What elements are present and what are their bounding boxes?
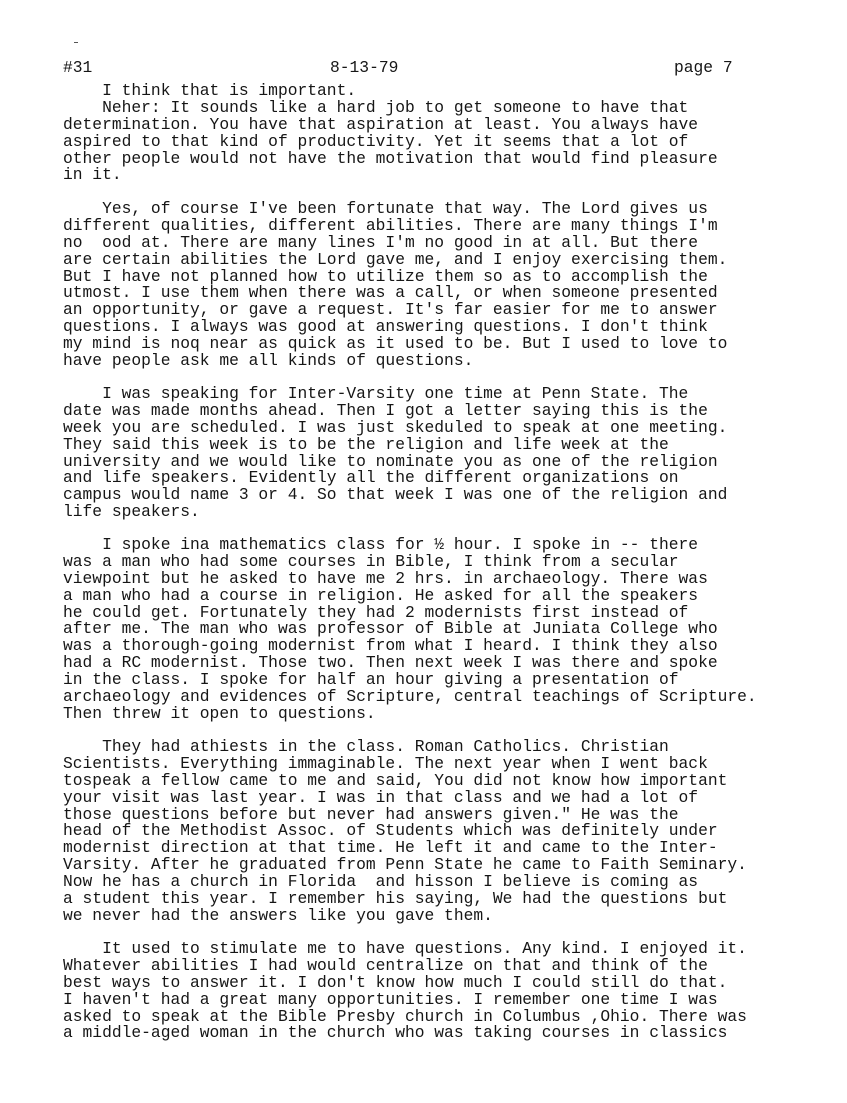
text-line: tospeak a fellow came to me and said, You did not know how important (63, 770, 728, 790)
paragraph-1 (63, 83, 823, 184)
text-line: was a man who had some courses in Bible, I think from a secular (63, 551, 679, 571)
text-line: It used to stimulate me to have questions. Any kind. I enjoyed it. (63, 939, 747, 958)
text-line: and life speakers. Evidently all the different organizations on (63, 468, 679, 488)
text-line: But I have not planned how to utilize them so as to accomplish the (63, 266, 708, 286)
text-line: campus would name 3 or 4. So that week I was one of the religion and (63, 485, 728, 505)
text-line: Yes, of course I've been fortunate that way. The Lord gives us (63, 199, 708, 218)
paragraph-3 (63, 386, 823, 521)
paragraph-5 (63, 739, 823, 925)
text-line: a middle-aged woman in the church who was taking courses in classics (63, 1023, 728, 1043)
transcript-date: 8-13-79 (330, 58, 399, 77)
text-line: utmost. I use them when there was a call, or when someone presented (63, 283, 718, 303)
text-line: modernist direction at that time. He left it and came to the Inter- (63, 838, 718, 858)
text-line: They had athiests in the class. Roman Catholics. Christian (63, 737, 669, 756)
paragraph-2 (63, 201, 823, 370)
text-line: no ood at. There are many lines I'm no good in at all. But there (63, 232, 699, 252)
text-line: They said this week is to be the religion and life week at the (63, 434, 669, 454)
text-line: my mind is noq near as quick as it used to be. But I used to love to (63, 334, 728, 354)
text-line: university and we would like to nominate you as one of the religion (63, 451, 718, 471)
text-line: questions. I always was good at answering questions. I don't think (63, 317, 708, 337)
text-line: Whatever abilities I had would centralize on that and think of the (63, 955, 708, 975)
text-line: have people ask me all kinds of questions. (63, 351, 474, 371)
text-line: date was made months ahead. Then I got a letter saying this is the (63, 400, 708, 420)
text-line: other people would not have the motivation that would find pleasure (63, 148, 718, 168)
text-line: Varsity. After he graduated from Penn State he came to Faith Seminary. (63, 855, 747, 875)
text-line: an opportunity, or gave a request. It's far easier for me to answer (63, 300, 718, 320)
text-line: had a RC modernist. Those two. Then next week I was there and spoke (63, 653, 718, 673)
text-line: in the class. I spoke for half an hour giving a presentation of (63, 670, 679, 690)
stray-pen-mark (74, 42, 78, 43)
transcript-number: #31 (63, 58, 93, 77)
text-line: Scientists. Everything immaginable. The next year when I went back (63, 753, 708, 773)
text-line: asked to speak at the Bible Presby church in Columbus ,Ohio. There was (63, 1006, 747, 1026)
text-line: after me. The man who was professor of Bible at Juniata College who (63, 619, 718, 639)
text-line: archaeology and evidences of Scripture, central teachings of Scripture. (63, 687, 757, 707)
text-line: determination. You have that aspiration at least. You always have (63, 114, 699, 134)
text-line: a student this year. I remember his saying, We had the questions but (63, 889, 728, 909)
paragraph-4 (63, 537, 823, 723)
paragraph-6 (63, 941, 823, 1042)
text-line: different qualities, different abilities. There are many things I'm (63, 215, 718, 235)
text-line: aspired to that kind of productivity. Yet it seems that a lot of (63, 131, 689, 151)
text-line: I haven't had a great many opportunities. I remember one time I was (63, 989, 718, 1009)
text-line: your visit was last year. I was in that class and we had a lot of (63, 787, 699, 807)
text-line: week you are scheduled. I was just skeduled to speak at one meeting. (63, 417, 728, 437)
text-line: Then threw it open to questions. (63, 703, 376, 723)
text-line: those questions before but never had answers given." He was the (63, 804, 679, 824)
text-line: Neher: It sounds like a hard job to get someone to have that (63, 97, 689, 117)
text-line: I spoke ina mathematics class for ½ hour. I spoke in -- there (63, 535, 699, 554)
text-line: was a thorough-going modernist from what I heard. I think they also (63, 636, 718, 656)
text-line: head of the Methodist Assoc. of Students which was definitely under (63, 821, 718, 841)
text-line: life speakers. (63, 502, 200, 522)
text-line: viewpoint but he asked to have me 2 hrs. in archaeology. There was (63, 568, 708, 588)
text-line: he could get. Fortunately they had 2 modernists first instead of (63, 602, 689, 622)
text-line: in it. (63, 165, 122, 185)
page-number: page 7 (674, 58, 733, 77)
text-line: best ways to answer it. I don't know how much I could still do that. (63, 972, 728, 992)
text-line: a man who had a course in religion. He asked for all the speakers (63, 585, 699, 605)
page-header (0, 60, 847, 78)
text-line: we never had the answers like you gave them. (63, 905, 493, 925)
text-line: are certain abilities the Lord gave me, and I enjoy exercising them. (63, 249, 728, 269)
text-line: I think that is important. (63, 81, 357, 100)
text-line: I was speaking for Inter-Varsity one time at Penn State. The (63, 384, 689, 403)
text-line: Now he has a church in Florida and hisson I believe is coming as (63, 872, 699, 892)
